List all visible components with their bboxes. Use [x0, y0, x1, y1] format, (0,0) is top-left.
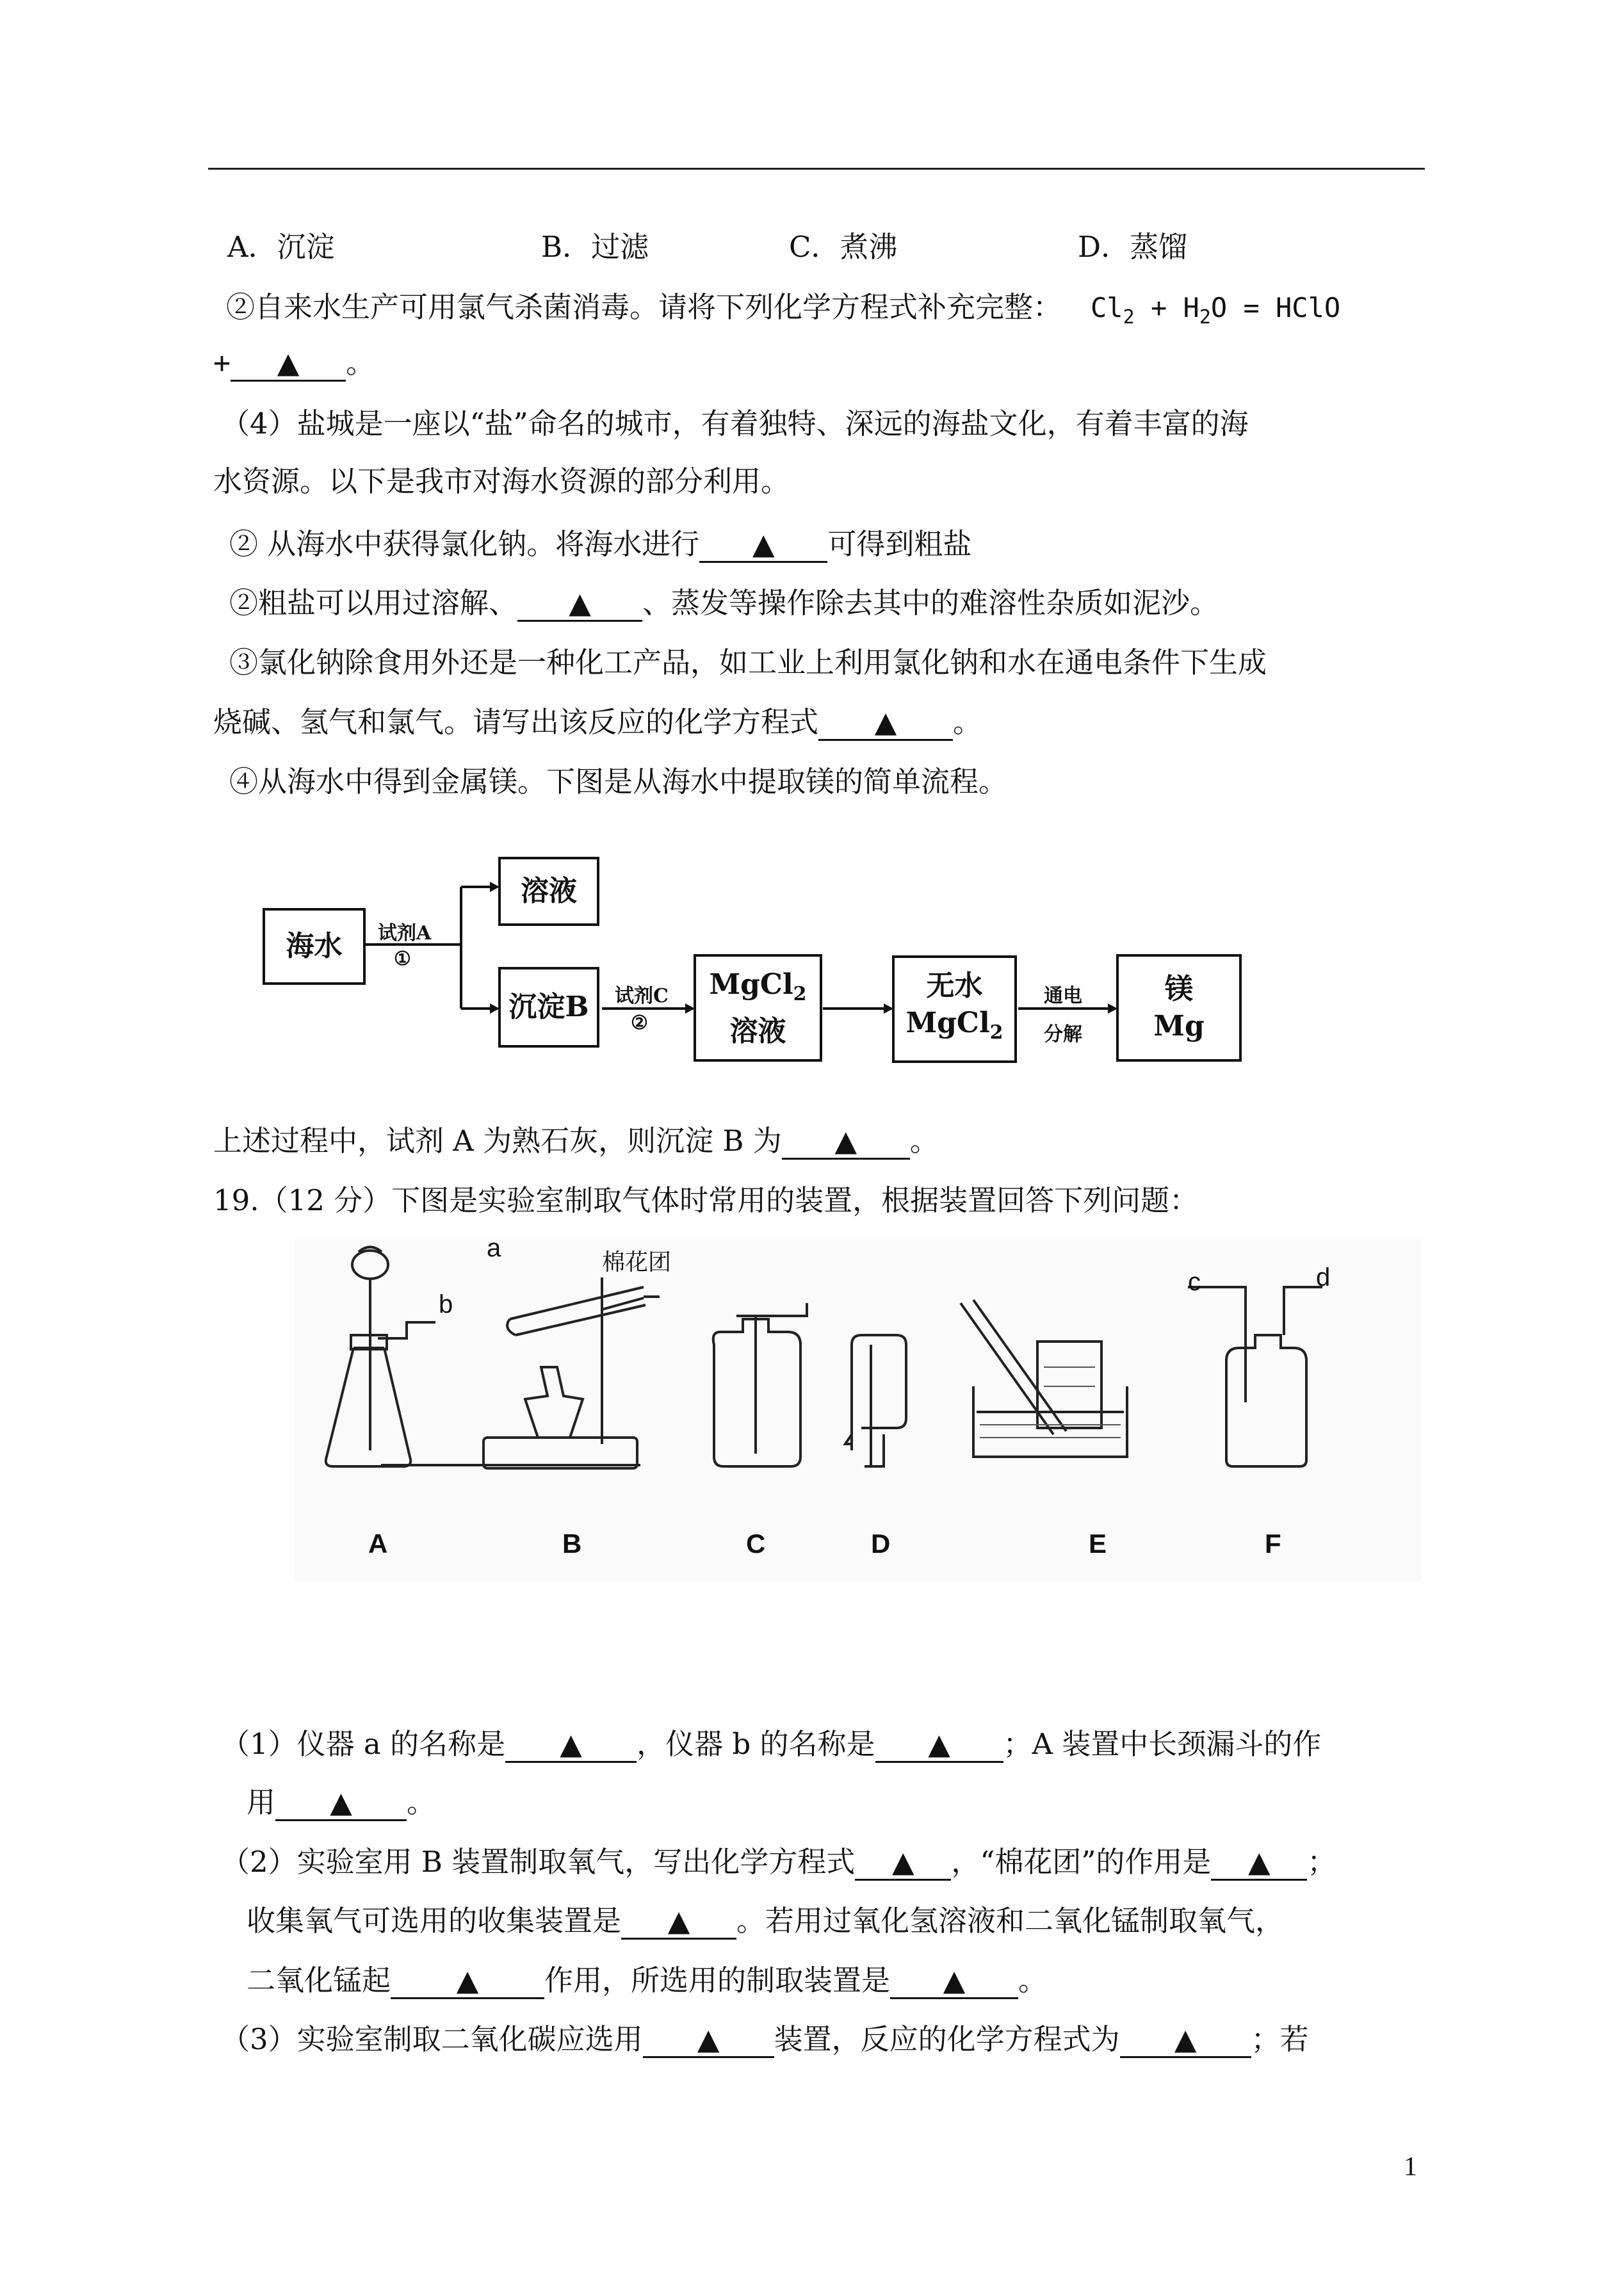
apparatus-label-E: E	[1089, 1529, 1107, 1559]
q19-p3-line1: （3）实验室制取二氧化碳应选用 ▲ 装置，反应的化学方程式为 ▲ ；若	[221, 2020, 1309, 2059]
label-d: d	[1316, 1263, 1331, 1292]
flow-box-precipitate-b: 沉淀B	[498, 967, 599, 1048]
step1-label: ①	[394, 948, 411, 970]
q3-item2-text: ②自来水生产可用氯气杀菌消毒。请将下列化学方程式补充完整：	[226, 290, 1062, 324]
answer-blank[interactable]: ▲	[1120, 2023, 1251, 2058]
answer-blank[interactable]: ▲	[699, 528, 827, 563]
apparatus-label-F: F	[1265, 1529, 1281, 1559]
apparatus-drawing	[295, 1239, 1422, 1582]
q19-p1-line1: （1）仪器 a 的名称是 ▲ ，仪器 b 的名称是 ▲ ；A 装置中长颈漏斗的作	[221, 1725, 1321, 1764]
apparatus-label-A: A	[368, 1529, 388, 1559]
q4-intro-line2: 水资源。以下是我市对海水资源的部分利用。	[213, 464, 790, 498]
answer-blank[interactable]: ▲	[231, 346, 346, 382]
apparatus-label-C: C	[746, 1529, 766, 1559]
answer-blank[interactable]: ▲	[855, 1845, 951, 1881]
option-d: D．蒸馏	[1078, 230, 1188, 264]
answer-blank[interactable]: ▲	[1211, 1845, 1307, 1881]
decompose-label: 分解	[1044, 1023, 1082, 1046]
apparatus-figure	[295, 1234, 1422, 1582]
option-c: C．煮沸	[789, 230, 898, 264]
label-c: c	[1188, 1268, 1201, 1296]
q19-p2-line3: 二氧化锰起 ▲ 作用，所选用的制取装置是 ▲ 。	[247, 1961, 1047, 2000]
flow-box-seawater: 海水	[263, 908, 366, 985]
answer-blank[interactable]: ▲	[643, 2023, 774, 2058]
apparatus-label-D: D	[871, 1529, 891, 1559]
flow-box-anhydrous-mgcl2: 无水 MgCl$_2$	[892, 955, 1017, 1063]
flow-box-mg: 镁 Mg	[1116, 954, 1242, 1062]
answer-blank[interactable]: ▲	[621, 1904, 736, 1940]
label-b: b	[439, 1290, 453, 1318]
q4-item1: ② 从海水中获得氯化钠。将海水进行 ▲ 可得到粗盐	[229, 525, 971, 564]
flow-box-solution: 溶液	[498, 857, 599, 926]
q4-intro-line1: （4）盐城是一座以“盐”命名的城市，有着独特、深远的海盐文化，有着丰富的海	[221, 407, 1249, 441]
answer-blank[interactable]: ▲	[782, 1124, 910, 1160]
q4-item3-line2: 烧碱、氢气和氯气。请写出该反应的化学方程式 ▲ 。	[213, 703, 982, 742]
answer-blank[interactable]: ▲	[875, 1728, 1003, 1763]
step2-label: ②	[631, 1012, 648, 1034]
q19-p1-line2: 用 ▲ 。	[247, 1783, 435, 1822]
answer-blank[interactable]: ▲	[818, 706, 953, 741]
page-number: 1	[1404, 2152, 1417, 2182]
cotton-label: 棉花团	[602, 1249, 672, 1276]
apparatus-label-B: B	[562, 1529, 582, 1559]
answer-blank[interactable]: ▲	[517, 587, 642, 622]
reagent-c-label: 试剂C	[615, 985, 669, 1007]
answer-blank[interactable]: ▲	[391, 1964, 544, 1999]
q4-item2: ②粗盐可以用过溶解、 ▲ 、蒸发等操作除去其中的难溶性杂质如泥沙。	[229, 584, 1219, 622]
answer-blank[interactable]: ▲	[890, 1964, 1018, 1999]
q19-p2-line2: 收集氧气可选用的收集装置是 ▲ 。若用过氧化氢溶液和二氧化锰制取氧气，	[247, 1902, 1284, 1940]
flow-box-mgcl2-solution: MgCl$_2$ 溶液	[694, 954, 822, 1062]
electrolysis-label: 通电	[1044, 985, 1082, 1007]
option-a: A．沉淀	[227, 230, 335, 264]
q3-item2-cont: + ▲ 。	[213, 344, 375, 382]
answer-blank[interactable]: ▲	[505, 1728, 637, 1763]
equation: $Cl_2 + H_2O$ = HClO	[1091, 292, 1341, 328]
q19-p2-line1: （2）实验室用 B 装置制取氧气，写出化学方程式 ▲ ，“棉花团”的作用是 ▲ ；	[221, 1843, 1336, 1881]
label-a: a	[487, 1234, 501, 1262]
answer-blank[interactable]: ▲	[275, 1786, 407, 1821]
q4-item4: ④从海水中得到金属镁。下图是从海水中提取镁的简单流程。	[229, 765, 1008, 799]
reagent-a-label: 试剂A	[378, 922, 432, 945]
q4-after-flow: 上述过程中，试剂 A 为熟石灰，则沉淀 B 为 ▲ 。	[213, 1122, 939, 1160]
q4-item3-line1: ③氯化钠除食用外还是一种化工产品，如工业上利用氯化钠和水在通电条件下生成	[229, 645, 1267, 679]
q19-title: 19.（12 分）下图是实验室制取气体时常用的装置，根据装置回答下列问题：	[213, 1183, 1199, 1217]
option-b: B．过滤	[541, 230, 649, 264]
